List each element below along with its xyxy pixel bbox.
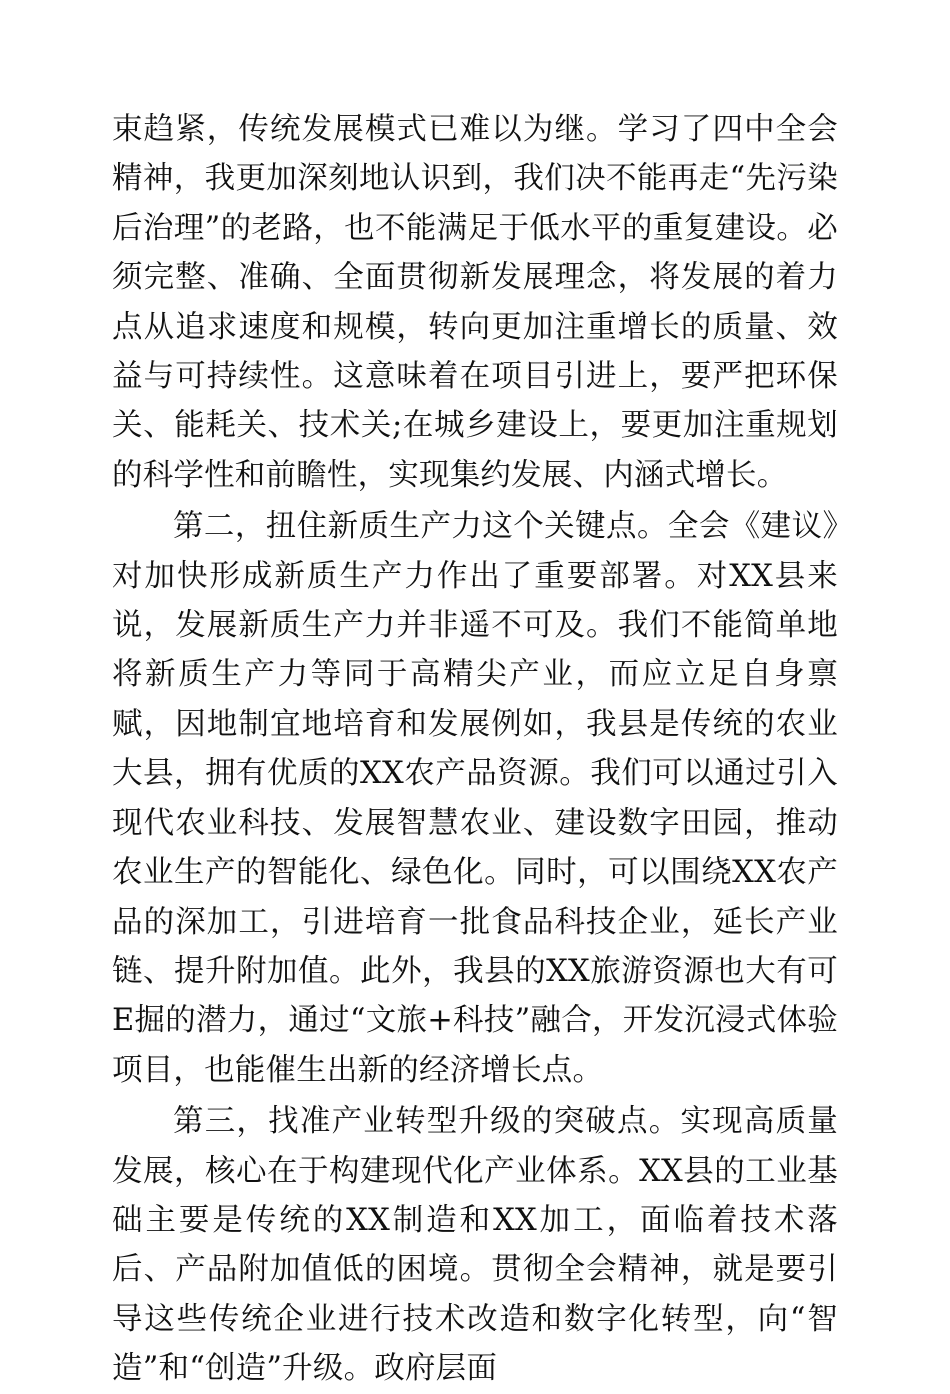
paragraph-3: 第三，找准产业转型升级的突破点。实现高质量发展，核心在于构建现代化产业体系。XX县的工业基础主要是传统的XX制造和XX加工，面临着技术落后、产品附加值低的困境。贯彻全会精神，就是要引导这些传统企业进行技术改造和数字化转型，向“智造”和“创造”升级。政府层面 <box>112 1104 838 1387</box>
paragraph-2: 第二，扭住新质生产力这个关键点。全会《建议》对加快形成新质生产力作出了重要部署。对XX县来说，发展新质生产力并非遥不可及。我们不能简单地将新质生产力等同于高精尖产业，而应立足自身禀赋，因地制宜地培育和发展例如，我县是传统的农业大县，拥有优质的XX农产品资源。我们可以通过引入现代农业科技、发展智慧农业、建设数字田园，推动农业生产的智能化、绿色化。同时，可以围绕XX农产品的深加工，引进培育一批食品科技企业，延长产业链、提升附加值。此外，我县的XX旅游资源也大有可E掘的潜力，通过“文旅+科技”融合，开发沉浸式体验项目，也能催生出新的经济增长点。 <box>112 509 838 1088</box>
document-body <box>112 105 838 1394</box>
paragraph-1: 束趋紧，传统发展模式已难以为继。学习了四中全会精神，我更加深刻地认识到，我们决不能再走“先污染后治理”的老路，也不能满足于低水平的重复建设。必须完整、准确、全面贯彻新发展理念，将发展的着力点从追求速度和规模，转向更加注重增长的质量、效益与可持续性。这意味着在项目引进上，要严把环保关、能耗关、技术关;在城乡建设上，要更加注重规划的科学性和前瞻性，实现集约发展、内涵式增长。 <box>112 112 838 493</box>
